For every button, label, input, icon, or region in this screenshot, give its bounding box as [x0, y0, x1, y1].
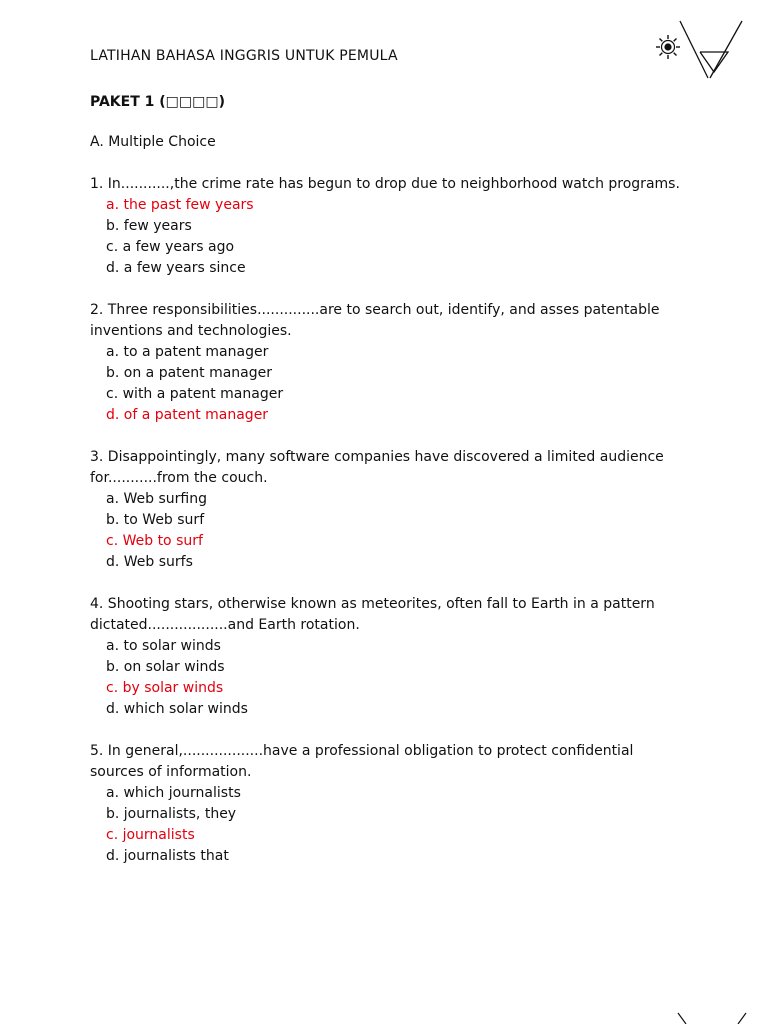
document-header-title: LATIHAN BAHASA INGGRIS UNTUK PEMULA — [90, 48, 398, 64]
answer-options — [90, 342, 690, 426]
correct-answer-option: a. the past few years — [106, 197, 254, 213]
answer-option: b. few years — [106, 218, 192, 234]
sun-icon — [656, 35, 680, 59]
answer-option: a. which journalists — [106, 785, 241, 801]
question-stem-line: for...........from the couch. — [90, 470, 268, 486]
section-title: A. Multiple Choice — [90, 134, 216, 150]
question-stem-line: inventions and technologies. — [90, 323, 292, 339]
answer-options — [90, 489, 690, 573]
question-stem-line: 3. Disappointingly, many software companies have discovered a limited audience — [90, 449, 664, 465]
paket-label: PAKET 1 (□□□□) — [90, 94, 225, 110]
question-stem-line: 5. In general,..................have a professional obligation to protect confidential — [90, 743, 634, 759]
sun-triangle-logo-icon — [648, 18, 748, 80]
answer-option: b. on solar winds — [106, 659, 225, 675]
answer-option: d. a few years since — [106, 260, 246, 276]
answer-option: a. Web surfing — [106, 491, 207, 507]
answer-option: a. to solar winds — [106, 638, 221, 654]
question-stem-line: 2. Three responsibilities..............are to search out, identify, and asses patentable — [90, 302, 660, 318]
correct-answer-option: c. Web to surf — [106, 533, 203, 549]
triangle-mark-icon — [680, 21, 742, 78]
answer-option: b. on a patent manager — [106, 365, 273, 381]
question-item — [90, 594, 690, 720]
correct-answer-option: c. by solar winds — [106, 680, 224, 696]
question-item — [90, 741, 690, 867]
question-item — [90, 174, 690, 279]
answer-option: b. journalists, they — [106, 806, 237, 822]
answer-option: d. which solar winds — [106, 701, 248, 717]
question-stem-line: sources of information. — [90, 764, 252, 780]
answer-option: a. to a patent manager — [106, 344, 269, 360]
answer-option: b. to Web surf — [106, 512, 205, 528]
answer-options — [90, 195, 690, 279]
answer-options — [90, 783, 690, 867]
answer-option: d. Web surfs — [106, 554, 193, 570]
answer-option: c. with a patent manager — [106, 386, 284, 402]
correct-answer-option: c. journalists — [106, 827, 195, 843]
triangle-corner-mark-icon — [672, 1010, 752, 1024]
answer-options — [90, 636, 690, 720]
answer-option: d. journalists that — [106, 848, 229, 864]
question-stem-line: dictated..................and Earth rotation. — [90, 617, 360, 633]
question-stem-line: 4. Shooting stars, otherwise known as meteorites, often fall to Earth in a pattern — [90, 596, 655, 612]
question-stem-line: 1. In...........,the crime rate has begun to drop due to neighborhood watch programs. — [90, 176, 680, 192]
correct-answer-option: d. of a patent manager — [106, 407, 269, 423]
question-item — [90, 300, 690, 426]
question-item — [90, 447, 690, 573]
answer-option: c. a few years ago — [106, 239, 235, 255]
